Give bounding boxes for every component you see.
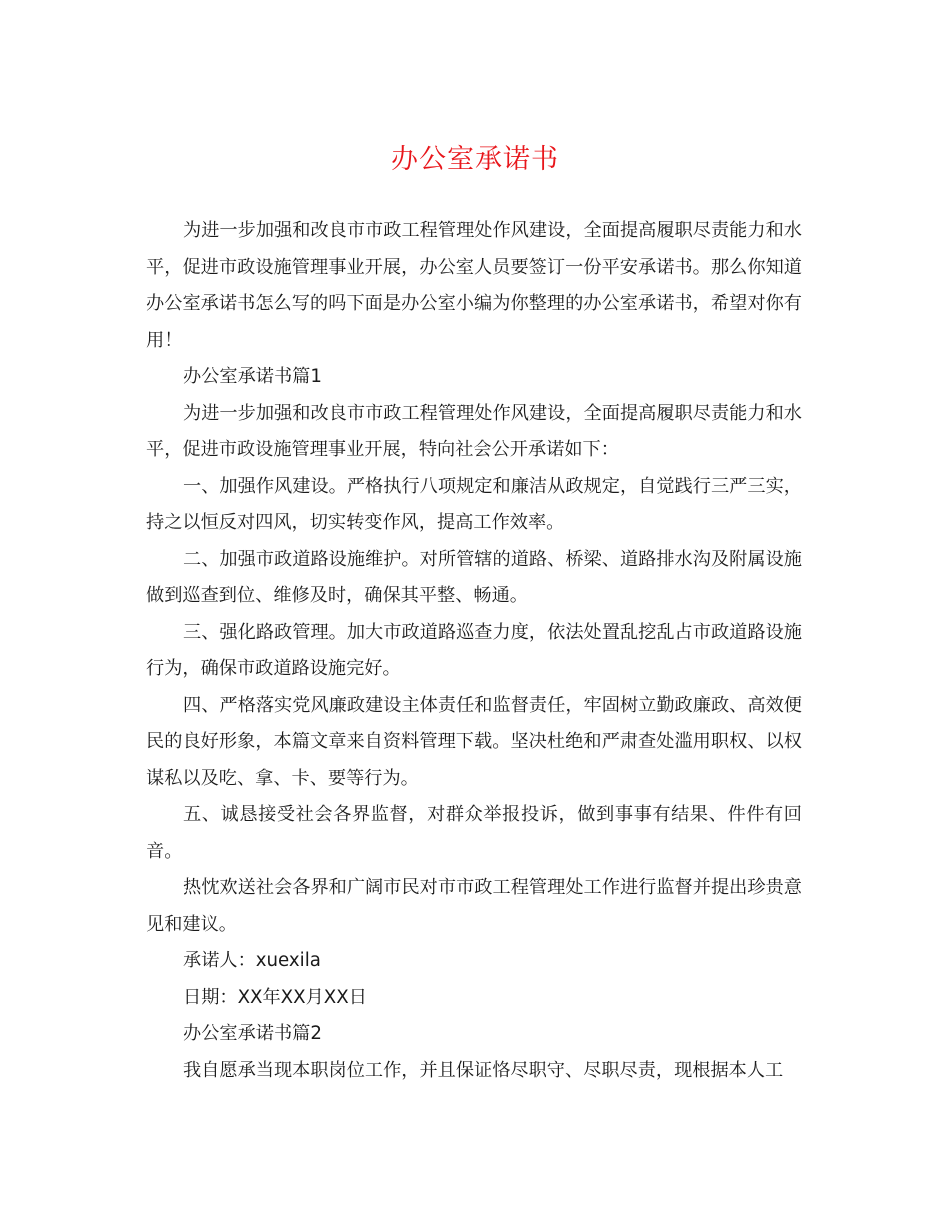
paragraph-preamble: 为进一步加强和改良市市政工程管理处作风建设，全面提高履职尽责能力和水平，促进市政设施管理事业开展，特向社会公开承诺如下： — [146, 402, 802, 460]
document-body — [146, 213, 802, 1089]
date-line: 日期：XX年XX月XX日 — [183, 986, 367, 1008]
paragraph-section-2-start: 我自愿承当现本职岗位工作，并且保证恪尽职守、尽职尽责，现根据本人工 — [183, 1059, 784, 1081]
paragraph-item-5: 五、诚恳接受社会各界监督，对群众举报投诉，做到事事有结果、件件有回音。 — [146, 804, 802, 862]
section-heading-1: 办公室承诺书篇1 — [183, 366, 322, 387]
document-title: 办公室承诺书 — [391, 144, 559, 175]
paragraph-closing: 热忱欢送社会各界和广阔市民对市市政工程管理处工作进行监督并提出珍贵意见和建议。 — [146, 877, 802, 935]
paragraph-item-4: 四、严格落实党风廉政建设主体责任和监督责任，牢固树立勤政廉政、高效便民的良好形象，本篇文章来自资料管理下载。坚决杜绝和严肃查处滥用职权、以权谋私以及吃、拿、卡、要等行为。 — [146, 694, 802, 789]
paragraph-item-3: 三、强化路政管理。加大市政道路巡查力度，依法处置乱挖乱占市政道路设施行为，确保市政道路设施完好。 — [146, 621, 802, 679]
section-heading-2: 办公室承诺书篇2 — [183, 1023, 322, 1044]
paragraph-intro: 为进一步加强和改良市市政工程管理处作风建设，全面提高履职尽责能力和水平，促进市政设施管理事业开展，办公室人员要签订一份平安承诺书。那么你知道办公室承诺书怎么写的吗下面是办公室小编为你整理的办公室承诺书，希望对你有用！ — [146, 220, 802, 351]
paragraph-item-2: 二、加强市政道路设施维护。对所管辖的道路、桥梁、道路排水沟及附属设施做到巡查到位、维修及时，确保其平整、畅通。 — [146, 548, 802, 606]
signatory-line: 承诺人：xuexila — [183, 950, 321, 971]
paragraph-item-1: 一、加强作风建设。严格执行八项规定和廉洁从政规定，自觉践行三严三实，持之以恒反对四风，切实转变作风，提高工作效率。 — [146, 475, 802, 533]
